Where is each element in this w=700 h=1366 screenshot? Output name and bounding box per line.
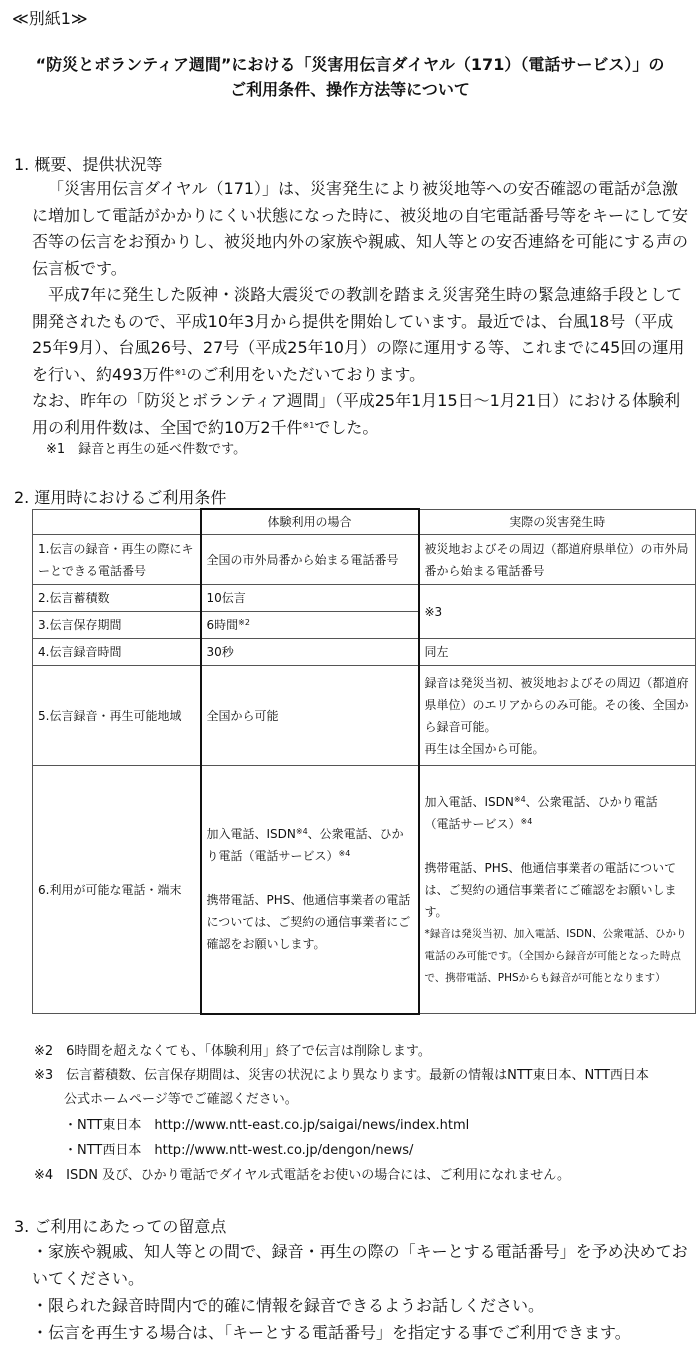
ntt-west-url: ・NTT西日本 http://www.ntt-west.co.jp/dengon/news/ xyxy=(64,1143,414,1158)
actual-cell-text xyxy=(425,791,691,835)
actual-cell-note: *録音は発災当初、加入電話、ISDN、公衆電話、ひかり電話のみ可能です。（全国から録音が可能となった時点で、携帯電話、PHSからも録音が可能となります） xyxy=(424,927,687,984)
table-row xyxy=(33,766,696,1014)
section3-bullet: ・家族や親戚、知人等との間で、録音・再生の際の「キーとする電話番号」を予め決めておいてください。 xyxy=(32,1242,688,1288)
actual-cell xyxy=(419,766,696,1014)
footnote-ref: ※4 xyxy=(513,794,526,804)
section1-paragraph2-text: 平成7年に発生した阪神・淡路大震災での教訓を踏まえ災害発生時の緊急連絡手段として開発されたもので、平成10年3月から提供を開始しています。最近では、台風18号（平成25年9月）、台風26号、27号（平成25年10月）の際に運用する等、これまでに45回の運用を行い、約493万件 xyxy=(32,285,685,384)
row-label: 4.伝言録音時間 xyxy=(33,639,201,666)
ntt-east-url: ・NTT東日本 http://www.ntt-east.co.jp/saigai/news/index.html xyxy=(64,1118,470,1133)
text-part: （電話サービス） xyxy=(424,816,521,831)
section2-heading: 2. 運用時におけるご利用条件 xyxy=(14,488,227,507)
section1-paragraph3-text-end: でした。 xyxy=(314,417,379,437)
footnote-ref: ※4 xyxy=(295,827,308,837)
actual-cell: 同左 xyxy=(419,639,696,666)
text-part: 、公衆電話、ひかり電話 xyxy=(525,794,658,809)
trial-cell xyxy=(201,766,419,1014)
header-empty-cell xyxy=(33,509,201,535)
header-actual: 実際の災害発生時 xyxy=(419,509,696,535)
trial-cell: 全国から可能 xyxy=(201,666,419,766)
row-label: 1.伝言の録音・再生の際にキーとできる電話番号 xyxy=(33,535,201,585)
footnote-ref: ※4 xyxy=(520,816,533,826)
trial-cell: 30秒 xyxy=(201,639,419,666)
trial-cell-text: 携帯電話、PHS、他通信事業者の電話については、ご契約の通信事業者にご確認をお願いします。 xyxy=(206,893,411,952)
table-row xyxy=(33,535,696,585)
table-header-row xyxy=(33,509,696,535)
actual-cell-text: 携帯電話、PHS、他通信事業者の電話については、ご契約の通信事業者にご確認をお願いします。 xyxy=(424,860,677,919)
document-title-line2: ご利用条件、操作方法等について xyxy=(230,80,470,99)
section1-paragraph2 xyxy=(32,282,692,388)
trial-cell-text xyxy=(207,823,413,867)
note-3-continued: 公式ホームページ等でご確認ください。 xyxy=(64,1092,298,1107)
footnote-ref: ※4 xyxy=(338,849,351,859)
header-trial: 体験利用の場合 xyxy=(201,509,419,535)
row-label: 5.伝言録音・再生可能地域 xyxy=(33,666,201,766)
section1-body xyxy=(32,176,692,441)
table-row xyxy=(33,639,696,666)
trial-cell xyxy=(201,612,419,639)
footnote-ref: ※1 xyxy=(302,420,315,430)
footnote-ref: ※1 xyxy=(174,367,187,377)
table-row xyxy=(33,666,696,766)
note-4: ※4 ISDN 及び、ひかり電話でダイヤル式電話をお使いの場合には、ご利用になれません。 xyxy=(34,1168,570,1183)
footnote-ref: ※2 xyxy=(238,618,250,627)
section1-paragraph2-text-end: のご利用をいただいております。 xyxy=(186,364,426,384)
section3-bullet: ・伝言を再生する場合は、「キーとする電話番号」を指定する事でご利用できます。 xyxy=(32,1323,631,1342)
footnote-1: ※1 録音と再生の延べ件数です。 xyxy=(46,442,247,457)
section3-body xyxy=(32,1238,700,1346)
text-part: 加入電話、ISDN xyxy=(424,794,514,809)
section3-bullet: ・限られた録音時間内で的確に情報を録音できるようお話しください。 xyxy=(32,1296,545,1315)
section1-paragraph1: 「災害用伝言ダイヤル（171）」は、災害発生により被災地等への安否確認の電話が急激に増加して電話がかかりにくい状態になった時に、被災地の自宅電話番号等をキーにして安否等の伝言をお預かりし、被災地内外の家族や親戚、知人等との安否連絡を可能にする声の伝言板です。 xyxy=(32,179,689,278)
table-row xyxy=(33,585,696,612)
actual-cell-text: 録音は発災当初、被災地およびその周辺（都道府県単位）のエリアからのみ可能。その後、全国から録音可能。 xyxy=(424,675,689,734)
text-part: 、公衆電話、ひかり電話（電話サービス） xyxy=(206,827,404,864)
actual-cell xyxy=(419,666,696,766)
trial-cell: 全国の市外局番から始まる電話番号 xyxy=(201,535,419,585)
text-part: 加入電話、ISDN xyxy=(206,827,296,842)
document-title-line1: “防災とボランティア週間”における「災害用伝言ダイヤル（171）（電話サービス）」の xyxy=(35,55,665,74)
conditions-table xyxy=(32,508,696,1015)
actual-cell: 被災地およびその周辺（都道府県単位）の市外局番から始まる電話番号 xyxy=(419,535,696,585)
note-2: ※2 6時間を超えなくても、「体験利用」終了で伝言は削除します。 xyxy=(34,1044,431,1059)
trial-cell: 10伝言 xyxy=(201,585,419,612)
row-label: 2.伝言蓄積数 xyxy=(33,585,201,612)
section1-heading: 1. 概要、提供状況等 xyxy=(14,155,163,174)
section1-paragraph3 xyxy=(32,388,692,441)
attachment-label: ≪別紙1≫ xyxy=(12,9,88,28)
row-label: 6.利用が可能な電話・端末 xyxy=(33,766,201,1014)
row-label: 3.伝言保存期間 xyxy=(33,612,201,639)
note-3: ※3 伝言蓄積数、伝言保存期間は、災害の状況により異なります。最新の情報はNTT東日本、NTT西日本 xyxy=(34,1068,649,1083)
section1-paragraph3-text: なお、昨年の「防災とボランティア週間」（平成25年1月15日～1月21日）における体験利用の利用件数は、全国で約10万2千件 xyxy=(32,391,681,437)
actual-cell: ※3 xyxy=(419,585,696,639)
trial-cell-text: 6時間 xyxy=(206,618,239,632)
section3-heading: 3. ご利用にあたっての留意点 xyxy=(14,1217,227,1236)
actual-cell-text: 再生は全国から可能。 xyxy=(424,741,545,756)
